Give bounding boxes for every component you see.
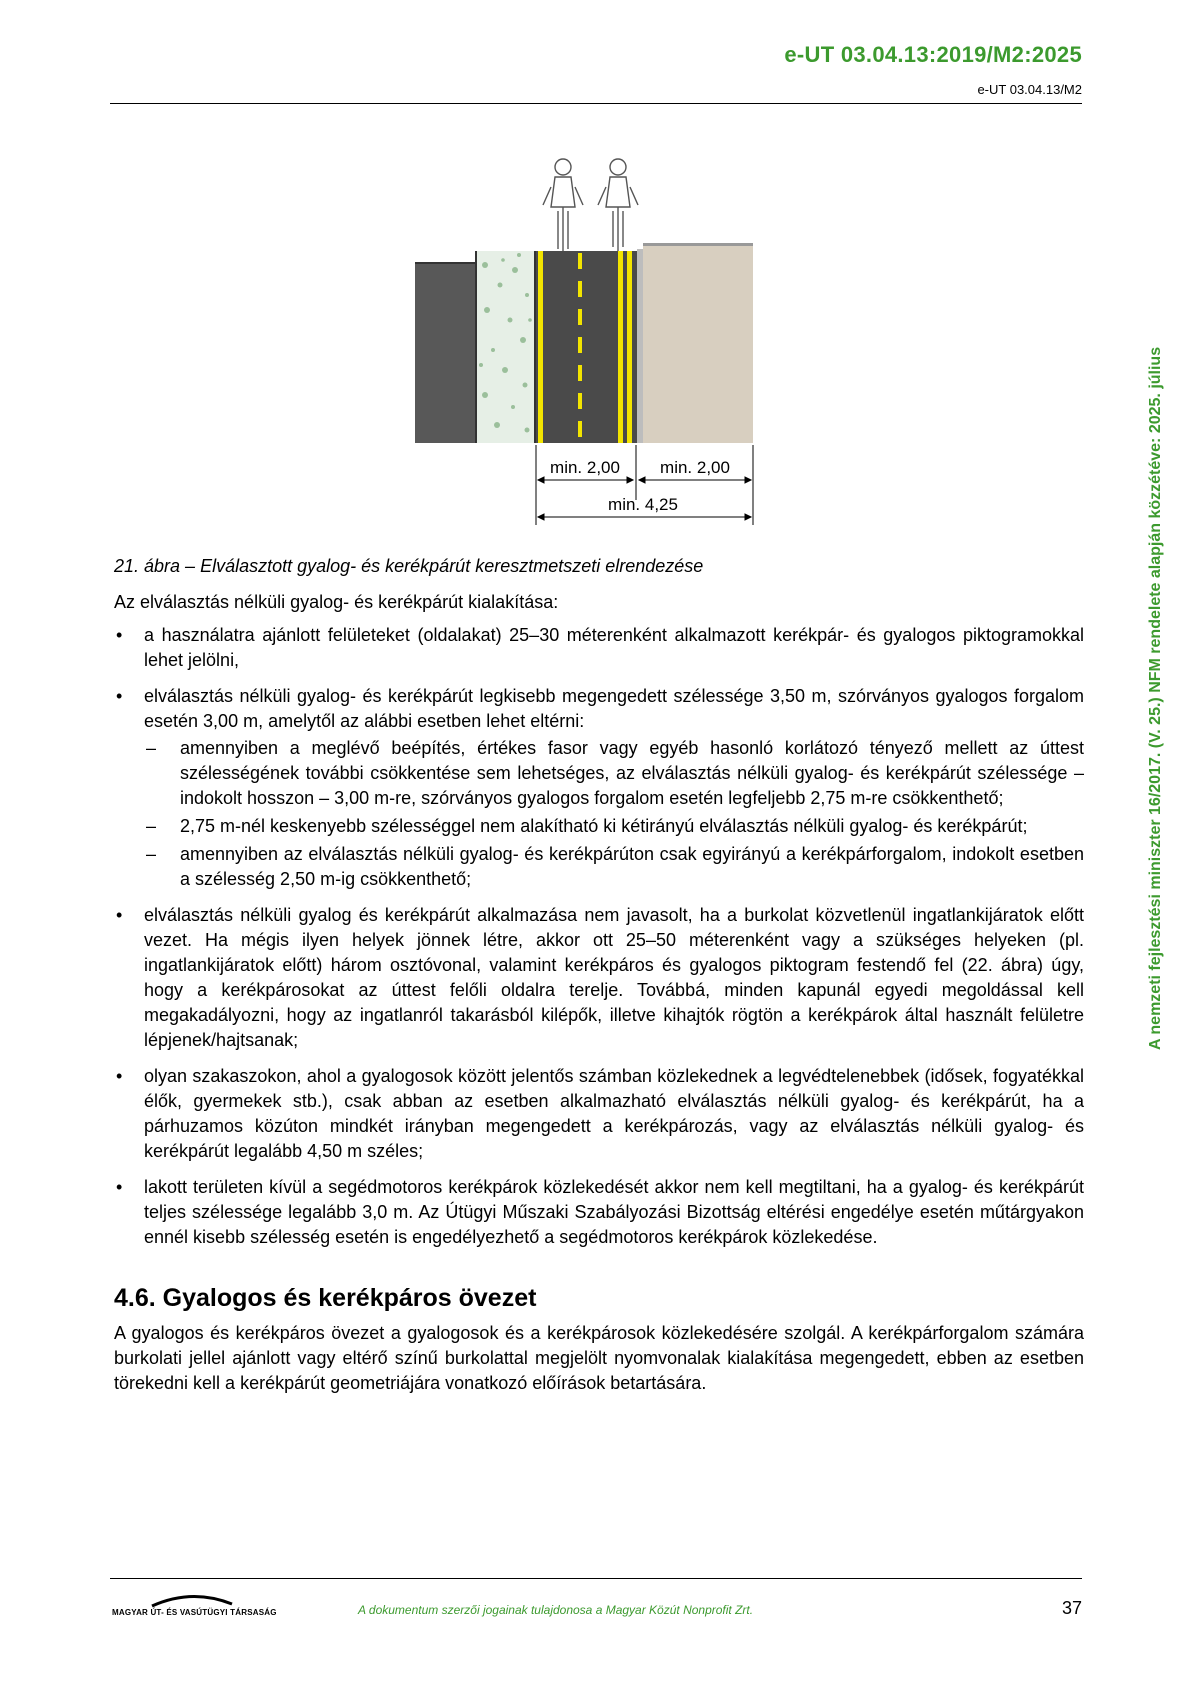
cyclist-right-icon [598,159,638,253]
sub-list-item: – amennyiben az elválasztás nélküli gyalog- és kerékpárúton csak egyirányú a kerékpárforgalom, indokolt esetben a szélesség 2,50 m-ig csökkenthető; [146,844,1084,889]
society-logo-text: MAGYAR ÚT- ÉS VASÚTÜGYI TÁRSASÁG [112,1608,277,1617]
adjacent-ground [643,245,753,443]
page-number: 37 [1061,1598,1082,1618]
footer-copyright: A dokumentum szerzői jogainak tulajdonosa a Magyar Közút Nonprofit Zrt. [358,1603,754,1617]
list-item: • lakott területen kívül a segédmotoros kerékpárok közlekedését akkor nem kell megtiltani, ha a gyalog- és kerékpárút teljes szélessége legalább 3,0 m. Az Útügyi Műszaki Szabályozási Bizottság eltérési engedélye esetén műtárgyakon ennél kisebb szélesség esetén is engedélyezhető a segédmotoros kerékpárok közlekedése. [116,1177,1084,1247]
main-content [114,590,1084,1396]
intro-paragraph: Az elválasztás nélküli gyalog- és kerékpárút kialakítása: [114,592,559,612]
section-paragraph: A gyalogos és kerékpáros övezet a gyalogosok és a kerékpárosok közlekedésére szolgál. A kerékpárforgalom számára burkolati jellel ajánlott vagy eltérő színű burkolattal megjelölt nyomvonalak kialakítása megengedett, ebben az esetben törekedni kell a kerékpárút geometriájára vonatkozó előírások betartására. [114,1323,1084,1393]
list-item: • elválasztás nélküli gyalog és kerékpárút alkalmazása nem javasolt, ha a burkolat közvetlenül ingatlankijáratok előtt vezet. Ha mégis ilyen helyek jönnek létre, akkor ott 25–50 méterenként vagy a szükséges helyeken (pl. ingatlankijáratok előtt) három osztóvonal, valamint kerékpáros és gyalogos piktogram festendő fel (22. ábra) úgy, hogy a kerékpárosokat az úttest felőli oldalra terelje. Továbbá, minden kapunál egyedi megoldással kell megakadályozni, hogy az ingatlanról takarásból kilépők, illetve kihajtók rögtön a kerékpárok által használt felületre lépjenek/hajtsanak; [116,905,1084,1050]
dimension-right-label: min. 2,00 [660,458,730,477]
cross-section-drawing [415,145,790,535]
cyclist-left-icon [543,159,583,255]
figure-caption: 21. ábra – Elválasztott gyalog- és kerékpárút keresztmetszeti elrendezése [114,556,704,576]
document-code: e-UT 03.04.13:2019/M2:2025 [784,42,1082,67]
header-rule [110,103,1082,104]
dimension-left-label: min. 2,00 [550,458,620,477]
footer-rule [110,1578,1082,1579]
sub-list-item: – amennyiben a meglévő beépítés, értékes fasor vagy egyéb hasonló korlátozó tényező mellett az úttest szélességének további csökkentése sem lehetséges, az elválasztás nélküli gyalog- és kerékpárút szélessége – indokolt hosszon – 3,00 m-re, szórványos gyalogos forgalom esetén legfeljebb 2,75 m-re csökkenthető; [146,738,1084,808]
bullet-list [114,623,1084,1250]
sub-list [144,736,1084,892]
green-separator-strip [475,251,535,443]
cross-section-figure [415,145,790,540]
bike-path-surface [536,251,618,443]
list-item: • a használatra ajánlott felületeket (oldalakat) 25–30 méterenként alkalmazott kerékpár- és gyalogos piktogramokkal lehet jelölni, [116,625,1084,670]
sub-list-item: – 2,75 m-nél keskenyebb szélességgel nem alakítható ki kétirányú elválasztás nélküli gyalog- és kerékpárút; [146,816,1028,836]
dimension-total-label: min. 4,25 [608,495,678,514]
list-item: • elválasztás nélküli gyalog- és kerékpárút legkisebb megengedett szélessége 3,50 m, szórványos gyalogos forgalom esetén 3,00 m, amelytől az alábbi esetben lehet eltérni: – amennyiben a meglévő beépítés, értékes fasor vagy egyéb hasonló korlátozó tényező mellett az úttest szélességének további csökkentése sem lehetséges, az elválasztás nélküli gyalog- és kerékpárút szélessége – indokolt hosszon – 3,00 m-re, szórványos gyalogos forgalom esetén legfeljebb 2,75 m-re csökkenthető; – 2,75 m-nél keskenyebb szélességgel nem alakítható ki kétirányú elválasztás nélküli gyalog- és kerékpárút; – amennyiben az elválasztás nélküli gyalog- és kerékpárúton csak egyirányú a kerékpárforgalom, indokolt esetben a szélesség 2,50 m-ig csökkenthető; [114,684,1084,892]
left-road-surface [415,263,475,443]
society-logo-icon [112,1592,262,1608]
document-code-sub: e-UT 03.04.13/M2 [977,82,1082,97]
list-item: • olyan szakaszokon, ahol a gyalogosok között jelentős számban közlekednek a legvédtelenebbek (idősek, fogyatékkal élők, gyermekek stb.), csak abban az esetben alkalmazható elválasztás nélküli gyalog- és kerékpárút, ha a párhuzamos közúton mindkét irányban megengedett a kerékpározás, vagy az elválasztás nélküli gyalog- és kerékpárút legalább 4,50 m széles; [116,1066,1084,1161]
side-publication-note: A nemzeti fejlesztési miniszter 16/2017. (V. 25.) NFM rendelete alapján közzétéve: 2025. július [1147,346,1164,1050]
section-title: 4.6. Gyalogos és kerékpáros övezet [114,1284,537,1312]
